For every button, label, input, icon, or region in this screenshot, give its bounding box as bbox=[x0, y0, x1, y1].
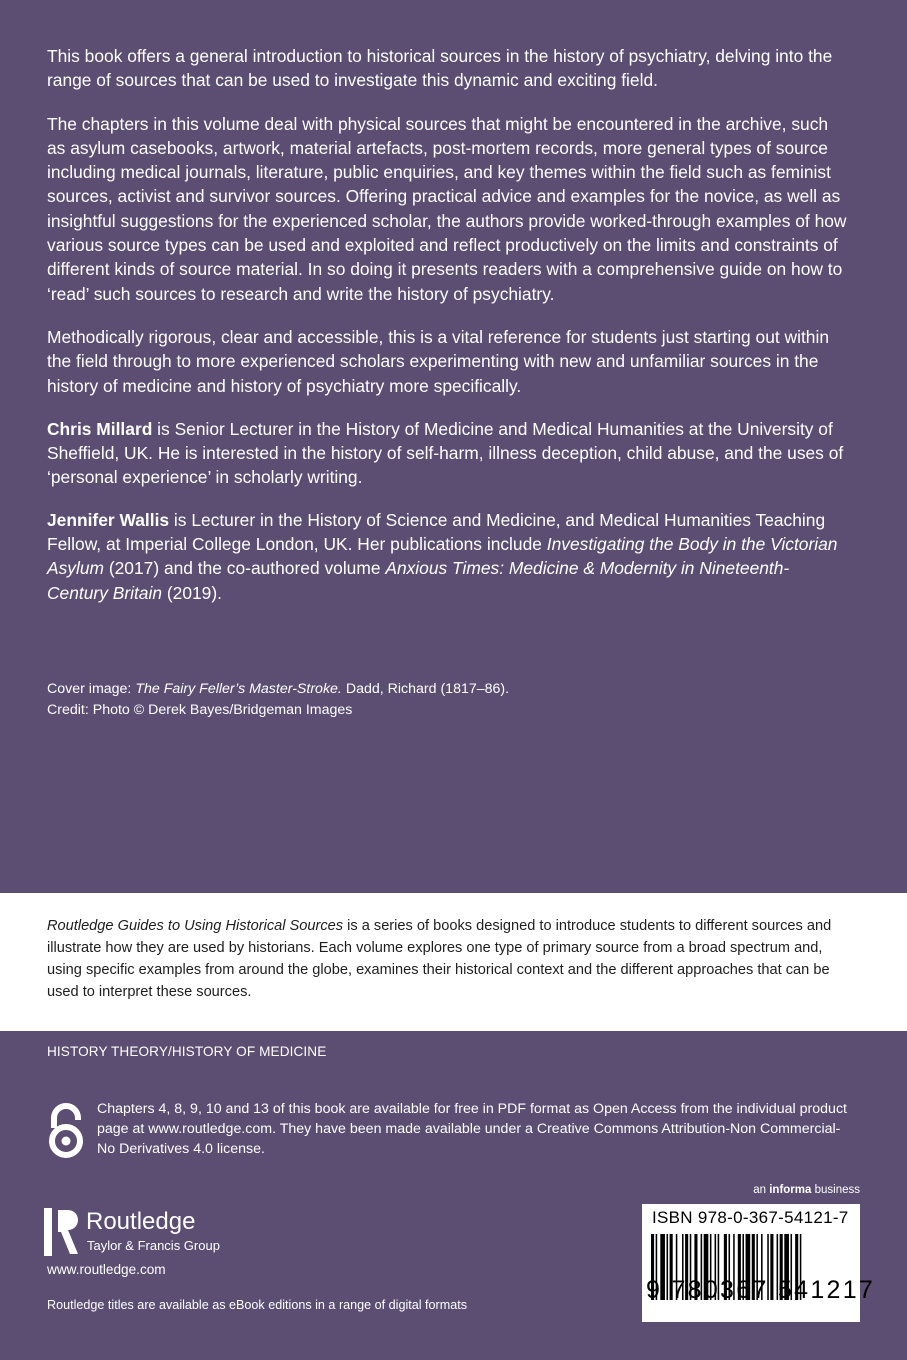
author-bio-text: is Senior Lecturer in the History of Medicine and Medical Humanities at the University of Sheffield, UK. He is interested in the history of self-harm, illness deception, child abuse, and the uses of ‘personal experience’ in scholarly writing. bbox=[47, 418, 844, 488]
cover-image-line bbox=[47, 679, 509, 700]
barcode-number: 9 780367 541217 bbox=[646, 1276, 876, 1304]
cover-artwork-title: The Fairy Feller’s Master-Stroke. bbox=[135, 681, 342, 697]
author-name: Chris Millard bbox=[47, 418, 153, 439]
isbn-barcode bbox=[642, 1204, 876, 1322]
cover-credit bbox=[47, 679, 509, 721]
book-title: Investigating the Body in the Victorian Asylum bbox=[47, 534, 838, 579]
publisher-website[interactable]: www.routledge.com bbox=[47, 1262, 166, 1277]
subject-category: HISTORY THEORY/HISTORY OF MEDICINE bbox=[47, 1044, 327, 1059]
back-cover-text bbox=[47, 44, 847, 623]
isbn-label: ISBN 978-0-367-54121-7 bbox=[652, 1208, 849, 1227]
routledge-logo-icon bbox=[44, 1208, 80, 1256]
author-bio-text: is Lecturer in the History of Science and Medicine, and Medical Humanities Teaching Fellow, at Imperial College London, UK. Her publications include bbox=[47, 509, 826, 555]
description-paragraph: The chapters in this volume deal with physical sources that might be encountered in the archive, such as asylum casebooks, artwork, material artefacts, post-mortem records, more general types of source including medical journals, literature, public enquiries, and key themes within the field such as feminist sources, activist and survivor sources. Offering practical advice and examples for the novice, as well as insightful suggestions for the experienced scholar, the authors provide worked-through examples of how various source types can be used and exploited and reflect productively on the limits and constraints of different kinds of source material. In so doing it presents readers with a comprehensive guide on how to ‘read’ such sources to research and write the history of psychiatry. bbox=[47, 113, 847, 304]
series-name: Routledge Guides to Using Historical Sources bbox=[47, 918, 344, 934]
informa-brand: informa bbox=[769, 1184, 812, 1196]
photo-credit-line: Credit: Photo © Derek Bayes/Bridgeman Images bbox=[47, 702, 353, 718]
open-access-icon bbox=[45, 1103, 87, 1159]
informa-prefix: an bbox=[753, 1184, 770, 1196]
open-access-notice: Chapters 4, 8, 9, 10 and 13 of this book are available for free in PDF format as Open Access from the individual product page at www.routledge.com. They have been made available under a Creative Commons Attribution-Non Commercial-No Derivatives 4.0 license. bbox=[97, 1101, 847, 1157]
series-description bbox=[47, 915, 847, 1003]
description-paragraph: Methodically rigorous, clear and accessible, this is a vital reference for students just starting out within the field through to more experienced scholars experimenting with new and unfamiliar sources in the history of medicine and history of psychiatry more specifically. bbox=[47, 326, 829, 396]
cover-credit-prefix: Cover image: bbox=[47, 681, 136, 697]
ebook-note: Routledge titles are available as eBook editions in a range of digital formats bbox=[47, 1298, 468, 1312]
author-name: Jennifer Wallis bbox=[47, 509, 170, 530]
author-bio-millard bbox=[47, 417, 847, 490]
publisher-group: Taylor & Francis Group bbox=[87, 1238, 220, 1253]
informa-suffix: business bbox=[811, 1184, 860, 1196]
publisher-name: Routledge bbox=[86, 1208, 196, 1235]
series-band bbox=[0, 893, 907, 1031]
informa-tagline bbox=[753, 1184, 860, 1196]
book-title: Anxious Times: Medicine & Modernity in Nineteenth-Century Britain bbox=[47, 558, 790, 603]
author-bio-wallis bbox=[47, 508, 847, 605]
description-paragraph: This book offers a general introduction to historical sources in the history of psychiatry, delving into the range of sources that can be used to investigate this dynamic and exciting field. bbox=[47, 46, 833, 91]
series-text: is a series of books designed to introduce students to different sources and illustrate how they are used by historians. Each volume explores one type of primary source from a broad spectrum and, using specific examples from around the globe, examines their historical context and the different approaches that can be used to interpret these sources. bbox=[47, 918, 832, 1000]
author-bio-text: (2017) and the co-authored volume bbox=[104, 558, 386, 579]
author-bio-text: (2019). bbox=[162, 582, 222, 603]
cover-artist: Dadd, Richard (1817–86). bbox=[341, 681, 510, 697]
